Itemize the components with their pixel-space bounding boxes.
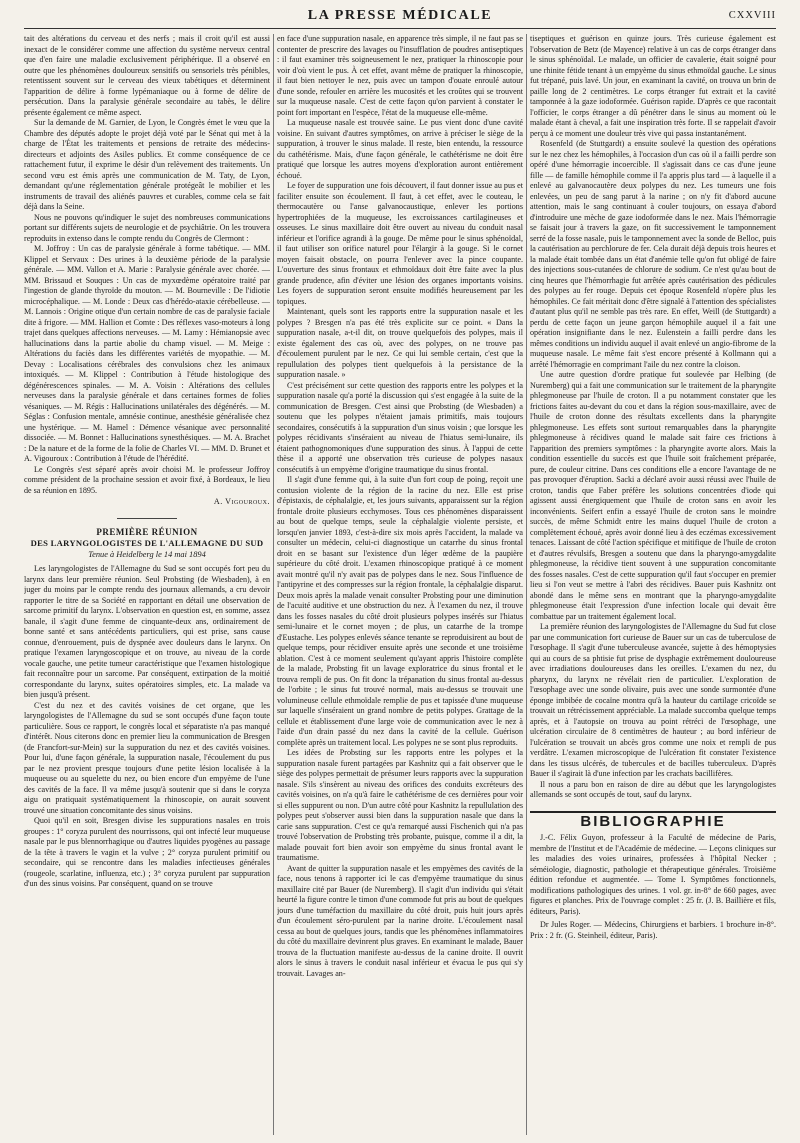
paragraph: Il nous a paru bon en raison de dire au début que les laryngologistes allemands se sont occupés de tout, sauf du larynx. <box>530 779 776 799</box>
paragraph: La première réunion des laryngologistes de l'Allemagne du Sud fut close par une communication fort curieuse de Bauer sur un cas de tuberculose de l'œsophage. Il s'agit d'une tuberculeuse avancée, sujette à des hémoptysies qui au cours de sa phtisie fut prise de dysphagie extrêmement douloureuse avec irradiations douloureuses dans les oreilles. L'examen du nez, du pharynx, du larynx ne révélait rien de particulier. L'exploration de l'œsophage avec une sonde olivaire, puis avec une sonde surmontée d'une éponge imbibée de cocaïne montra qu'à la hauteur du cartilage cricoïde se trouvait un rétrécissement appréciable. La malade succomba quelque temps après, et à l'autopsie on trouva au point rétréci de l'œsophage, une ulcération circulaire de 8 centimètres de hauteur ; au bord inférieur de l'ulcération se trouvait un abcès gros comme une noix et rempli de pus verdâtre. L'examen microscopique de l'ulcération fit constater l'existence dans les tissus ulcérés, de tubercules et de bacilles tuberculeux. D'après Bauer il s'agirait là d'une infection par les crachats bacillifères. <box>530 622 776 778</box>
paragraph: C'est précisément sur cette question des rapports entre les polypes et la suppuration nasale qu'a porté la discussion qui s'est engagée à la suite de la communication de Bresgen. C'est ainsi que Probsting (de Wiesbaden) a soutenu que les polypes n'étaient jamais primitifs, mais toujours secondaires, consécutifs à la suppuration d'un sinus voisin ; que lorsque les polypes récidivants s'inséraient au niveau de l'hiatus semi-lunaire, ils étaient pathognomoniques d'une suppuration des sinus. À l'appui de cette thèse il a apporté une observation très curieuse de polypes nasaux consécutifs à un empyème d'origine traumatique du sinus frontal. <box>277 380 523 474</box>
paragraph: tiseptiques et guérison en quinze jours. Très curieuse également est l'observation de Betz (de Mayence) relative à un cas de corps étranger dans le sinus sphénoïdal. Le malade, un officier de cavalerie, était soigné pour une rhinite fétide tenant à un empyème du sinus ethmoïdal gauche. Le sinus fut trépané, puis lavé. Un jour, en examinant la cavité, on trouva un brin de paille long de 2 centimètres. Le corps étranger fut extrait et la cavité tamponnée à la gaze iodoformée. Guérison rapide. D'après ce que racontait l'officier, le corps étranger a dû pénétrer dans le sinus au moment où le malade étant à cheval, a fait une inspiration très forte. Il se rappelait d'avoir perçu à ce moment une douleur très vive qui passa instantanément. <box>530 34 776 138</box>
column-middle <box>277 34 523 1135</box>
page-number: CXXVIII <box>728 10 776 21</box>
section-subtitle: DES LARYNGOLOGISTES DE L'ALLEMAGNE DU SUD <box>30 538 264 548</box>
paragraph: Rosenfeld (de Stuttgardt) a ensuite soulevé la question des opérations sur le nez chez les hémophiles, à l'occasion d'un cas où il a failli perdre son opéré d'une hémorragie incoercible. Il s'agissait dans ce cas d'une jeune fille — de famille hémophile comme il l'a appris plus tard — à laquelle il a enlevé au galvanocautère deux polypes du nez. Les tumeurs une fois enlevées, un peu de sang parut à la narine ; on n'y fit d'abord aucune attention, mais le sang continuant à couler toujours, on essaya d'abord d'introduire une mèche de gaze iodoformée dans le nez. Mais l'hémorragie se faisait jour à travers la gaze, on fit successivement le tamponnement serré de la fosse nasale, puis le tamponnement avec la sonde de Belloc, puis la cautérisation au perchlorure de fer. Cela durait déjà depuis trois heures et la malade était tombée dans un état d'anémie telle qu'on fut obligé de faire des injections sous-cutanées de chlorure de sodium. Ce n'est qu'au bout de cinq heures que l'hémorrhagie fut arrêtée après cautérisation des pédicules des polypes au fer rouge. Depuis cet époque Rosenfeld n'opère plus les hémophiles. Ce fait méritait donc d'être signalé à l'attention des spécialistes d'autant plus qu'il ne semble pas très rare. En effet, Weill (de Stuttgardt) a perdu de cette façon un jeune garçon hémophile auquel il a fait une opération insignifiante dans le nez. Eulenstein a failli perdre dans les mêmes conditions un individu auquel il avait enlevé un angio-fibrome de la muqueuse nasale. Le même fait s'est encore présenté à Kollmann qui a arrêté l'hémorragie en comprimant l'aile du nez contre la cloison. <box>530 139 776 369</box>
column-divider <box>526 34 527 1135</box>
paragraph: Les idées de Probsting sur les rapports entre les polypes et la suppuration nasale furent partagées par Kashnitz qui a fait observer que le siège des polypes permettait de présumer leurs rapports avec la suppuration nasale. S'ils s'insèrent au niveau des orifices des conduits excréteurs des cavités voisines, on n'a qu'à faire le cathétérisme de ces dernières pour voir si elles suppurent ou non. D'un autre côté pour Kashnitz la repullulation des polypes peut s'observer aussi bien dans la suppuration nasale que dans la carie sans suppuration. C'est ce qu'a remarqué aussi Fischenich qui n'a pas trouvé l'observation de Probsting très probante, puisque, comme il a dit, la malade pouvait fort bien avoir son empyème du sinus frontal avant le traumatisme. <box>277 748 523 862</box>
paragraph: La muqueuse nasale est trouvée saine. Le pus vient donc d'une cavité voisine. En suivant d'autres symptômes, on arrive à préciser le siège de la suppuration, à trouver le sinus malade. Il reste, bien entendu, la ressource du cathétérisme. Mais, d'une façon générale, le cathétérisme ne doit être pratiqué que lorsque les autres moyens d'exploration auront entièrement échoué. <box>277 118 523 180</box>
paragraph: Quoi qu'il en soit, Bresgen divise les suppurations nasales en trois groupes : 1° coryza purulent des nourrissons, qui ont infecté leur muqueuse nasale par le pus blennorrhagique ou d'autres liquides pyogènes au passage de la tête à travers le vagin et la vulve ; 2° coryza purulent primitif ou secondaire, qui se rencontre dans les maladies infectieuses générales (rougeole, scarlatine, influenza, etc.) ; 3° coryza purulent par suppuration d'un des sinus voisins. Par conséquent, quand on se trouve <box>24 816 270 888</box>
journal-title: LA PRESSE MÉDICALE <box>307 8 493 23</box>
paragraph: tait des altérations du cerveau et des nerfs ; mais il croit qu'il est aussi inexact de le considérer comme une affection du système nerveux central que d'en faire une maladie exclusivement périphérique. Il a observé en outre que les phénomènes douloureux sensitifs ou sensoriels très pénibles, retentissent souvent sur le cerveau des vieux tabétiques et déterminent l'apparition de délire à forme lypémaniaque ou à forme de délire de persécution. Dans la paralysie générale secondaire au tabès, le délire présente également ce même aspect. <box>24 34 270 117</box>
paragraph: Le Congrès s'est séparé après avoir choisi M. le professeur Joffroy comme président de la prochaine session et avoir fixé, à Bordeaux, le lieu de sa réunion en 1895. <box>24 464 270 495</box>
paragraph: Il s'agit d'une femme qui, à la suite d'un fort coup de poing, reçoit une contusion violente de la région de la racine du nez. Elle est prise d'épistaxis, de céphalalgie, et, les jours suivants, apparaissent sur la région frontale droite plusieurs ecchymoses. Tous ces phénomènes disparaissent au bout de quelque temps, seule la céphalalgie violente persiste, et lorsqu'en janvier 1893, c'est-à-dire six mois après l'accident, la malade va consulter un médecin, celui-ci diagnostique un catarrhe du sinus frontal droit en se basant sur l'existence d'un léger œdème de la paupière supérieure du côté droit. L'examen rhinoscopique pratiqué à ce moment avait montré qu'il n'y avait pas de polypes dans le nez. Sous l'influence de l'antipyrine et des compresses sur la région frontale, la céphalalgie disparut. Deux mois après la malade venait consulter Probsting pour une diminution de l'acuité auditive et une obstruction du nez. À l'examen du nez, il trouve dans les fosses nasales du côté droit plusieurs polypes insérés sur l'hiatus semi-lunaire et le cornet moyen ; de plus, un catarrhe de la trompe d'Eustache. Les polypes enlevés séance tenante se reproduisirent au bout de quelque temps, pour récidiver ensuite après une seconde et une troisième ablation. C'est à ce moment seulement qu'ayant appris l'histoire complète de la malade, Probsting fit un lavage exploratrice du sinus frontal et le trouva rempli de pus. On fit donc la trépanation du sinus frontal au-dessus de l'orbite ; le sinus fut trouvé normal, mais au-dessus se trouvait une volumineuse cellule ethmoïdale remplie de pus et tapissée d'une muqueuse sur laquelle s'inséraient un grand nombre de petits polypes. Grattage de la cellule et établissement d'une large voie de communication avec le nez à l'aide d'un drain passé du nez dans la cavité de la cellule. Guérison complète après un traitement local. Les polypes ne se sont plus reproduits. <box>277 475 523 747</box>
section-rule <box>117 518 177 519</box>
section-date: Tenue à Heidelberg le 14 mai 1894 <box>88 549 206 559</box>
bibliography-entry: J.-C. Félix Guyon, professeur à la Faculté de médecine de Paris, membre de l'Institut et de l'Académie de médecine. — Leçons cliniques sur les maladies des voies urinaires, professées à l'hôpital Necker ; séméiologie, diagnostic, pathologie et thérapeutique générales. Troisième édition refondue et augmentée. — Tome I. Symptômes fonctionnels, modifications pathologiques des urines. 1 vol. gr. in-8° de 660 pages, avec figures et planches. Prix de l'ouvrage complet : 25 fr. (J. B. Baillière et fils, éditeurs, Paris). <box>530 833 776 916</box>
paragraph: Avant de quitter la suppuration nasale et les empyèmes des cavités de la face, nous tenons à rapporter ici le cas d'empyème traumatique du sinus maxillaire cité par Bauer (de Nuremberg). Il s'agit d'un individu qui s'était heurté la figure contre le timon d'une commode fut pris au bout de quelques jours d'une tuméfaction du maxillaire du côté droit, puis huit jours après d'un écoulement séro-purulent par la narine droite. L'écoulement nasal cessa au bout de quelques jours, tandis que les phénomènes inflammatoires du côté du maxillaire devinrent plus graves. En examinant le malade, Bauer trouva de la fluctuation manifeste au-dessus de la canine droite. Il ouvrit alors le sinus à travers le conduit nasal inférieur et évacua le pus qui s'y trouvait. Lavages an- <box>277 863 523 978</box>
paragraph: en face d'une suppuration nasale, en apparence très simple, il ne faut pas se contenter de prescrire des lavages ou l'insufflation de poudres antiseptiques : il faut examiner très soigneusement le nez, pratiquer la rhinoscopie pour voir d'où vient le pus. À cet effet, avant même de pratiquer la rhinoscopie, il faut bien nettoyer le nez, puis avec un tampon d'ouate enroulé autour d'une sonde, refouler en arrière les mucosités et les croûtes qui se trouvent sur la muqueuse nasale. C'est de cette façon qu'on parvient à constater le point fort important en l'espèce, l'état de la muqueuse elle-même. <box>277 34 523 117</box>
column-left <box>24 34 270 1135</box>
paragraph: Maintenant, quels sont les rapports entre la suppuration nasale et les polypes ? Bresgen n'a pas été très explicite sur ce point. « Dans la suppuration nasale, a-t-il dit, on trouve quelquefois des polypes, mais il existe également des cas où, avec des polypes, on ne trouve pas d'écoulement purulent par le nez. Ce qui lui semble certain, c'est que la repullulation des polypes tient quelquefois à la persistance de la suppuration nasale. » <box>277 307 523 379</box>
page-header <box>24 6 776 28</box>
column-right <box>530 34 776 1135</box>
paragraph: Nous ne pouvons qu'indiquer le sujet des nombreuses communications portant sur différents sujets de neurologie et de psychiâtrie. On les trouvera reproduits in extenso dans le compte rendu du Congrès de Clermont : <box>24 212 270 243</box>
bibliography-entry: Dr Jules Roger. — Médecins, Chirurgiens et barbiers. 1 brochure in-8°. Prix : 2 fr. (G. Steinheil, éditeur, Paris). <box>530 920 776 940</box>
paragraph: Une autre question d'ordre pratique fut soulevée par Helbing (de Nuremberg) qui a fait une communication sur le traitement de la pharyngite phlegmoneuse par l'huile de croton. Il a pu notamment constater que les frictions faites au-devant du cou et dans la région sous-maxillaire, avec de l'huile de croton donne des résultats excellents dans la pharyngite phlegmoneuse. Les effets sont surtout remarquables dans la pharyngite phlegmoneuse à récidives quand le malade sait faire ces frictions à l'apparition des premiers symptômes : la pharyngite avorte alors. Mais la condition essentielle du succès est que l'huile soit fraîchement préparée, pure, de couleur citrine. Dans ces conditions elle a encore l'avantage de ne pas provoquer d'éruption. Sacki a déclaré avoir aussi réussi avec l'huile de croton, tandis que Faber préfère les solutions concentrées d'iode qui agissent aussi énergiquement que l'huile de croton sans en avoir les inconvénients. Seifert enfin a essayé l'huile de croton sans le moindre succès, de même Schmidt entre les mains duquel l'huile de croton a complètement échoué, après avoir donné lieu à des eczémas excessivement tenaces. Laissant de côté l'action spécifique et mitifique de l'huile de croton et d'autres révulsifs, Bresgen a soutenu que dans la pharyngo-amygdalite phlegmoneuse, la récidive tient souvent à une suppuration concomitante des fosses nasales. C'est de cette suppuration qu'il faut s'occuper en premier lieu si l'on veut se mettre à l'abri des récidives. Bauer puis Kashnitz ont abondé dans le même sens en montrant que la pharyngo-amygdalite phlegmoneuse était l'expression d'une infection locale qui devait être combattue par un traitement également local. <box>530 370 776 621</box>
paragraph: Sur la demande de M. Garnier, de Lyon, le Congrès émet le vœu que la Chambre des députés adopte le projet déjà voté par le Sénat qui met à la charge de l'État les traitements et pensions de retraite des médecins-directeurs et adjoints des Asiles publics. Et comme conséquence de ce rattachement futur, il exprime le désir d'un relèvement des traitements. Un second vœu est émis après une communication de M. Taty, de Lyon, demandant qu'une réglementation générale protégeât le mobilier et les instruments de travail des aliénés pauvres et curables, comme cela se fait déjà dans la Seine. <box>24 118 270 211</box>
column-divider <box>273 34 274 1135</box>
paragraph: Les laryngologistes de l'Allemagne du Sud se sont occupés fort peu du larynx dans leur première réunion. Seul Probsting (de Wiesbaden), à en juger du moins par le compte rendu des journaux allemands, a cru devoir rapporter le titre de sa Société en rapportant en détail une observation de sarcome primitif du larynx. L'observation en question est, en somme, assez banale, il s'agit d'une femme de cinquante-deux ans, ordinairement de bonne santé et sans antécédents particuliers, qui est prise, sans cause connue, d'enrouement, puis de dyspnée avec douleurs dans le larynx. On pratique l'examen laryngoscopique et on trouve, au niveau de la corde vocale gauche, une petite tumeur caractéristique que l'examen histologique fait reconnaître pour un sarcome. Par conséquent, extirpation de la moitié correspondante du larynx, suites opératoires simples, etc. La malade va bien jusqu'à présent. <box>24 564 270 699</box>
bibliography-title: BIBLIOGRAPHIE <box>580 812 726 830</box>
paragraph: Le foyer de suppuration une fois découvert, il faut donner issue au pus et faciliter ensuite son écoulement. Il faut, à cet effet, avec le couteau, le thermocautère ou l'anse galvanocaustique, enlever les portions hypertrophiées de la muqueuse, les excroissances cartilagineuses et osseuses. Le sinus maxillaire doit être ouvert au niveau du conduit nasal inférieur et l'orifice agrandi à la gouge. De même pour le sinus sphénoïdal, il faut utiliser son orifice naturel pour l'élargir à la gouge. Si le cornet moyen faisait obstacle, on pourra l'enlever avec la pince coupante. L'ouverture des sinus frontaux et ethmoïdaux doit être faite avec la plus grande prudence, afin d'éviter une lésion des organes importants voisins. Les foyers de suppuration seront ensuite modifiés heureusement par les topiques. <box>277 181 523 306</box>
article-signature: A. Vigouroux. <box>213 497 270 506</box>
section-title: PREMIÈRE RÉUNION <box>96 526 198 537</box>
paragraph: M. Joffroy : Un cas de paralysie générale à forme tabétique. — MM. Klippel et Servaux : Des urines à la deuxième période de la paralysie générale. — MM. Vallon et A. Marie : Paralysie générale avec chorée. — MM. Brissaud et Souques : Un cas de myxœdème opératoire traité par l'ingestion de glande thyroïde du mouton. — M. Bourneville : De l'idiotie microcéphalique. — M. Londe : Deux cas d'hérédo-ataxie cérébelleuse. — M. Lannois : Origine otique d'un certain nombre de cas de paralysie faciale dite à frigore. — MM. Hallion et Comte : Des réflexes vaso-moteurs à long trajet dans quelques affections nerveuses. — M. Lamy : Hémianopsie avec hallucinations dans la partie abolie du champ visuel. — M. Meige : Altérations du faciès dans les différentes variétés de myopathie. — M. Devay : Localisations cérébrales des convulsions chez les animaux intoxiqués. — M. Klippel : Contribution à l'étude histologique des dégénérescences spinales. — M. A. Voisin : Altérations des cellules nerveuses dans la paralysie générale et dans certaines formes de folies vésaniques. — M. Régis : Hallucinations unilatérales des dégénérés. — M. Séglas : Confusion mentale, amnésie continue, anesthésie généralisée chez une hystérique. — M. Hamel : Démence vésanique avec personnalité dissociée. — M. Bonnet : Hallucinations synesthésiques. — M. A. Brachet : De la nature et de la forme de la folie de Charles VI. — MM. D. Brunet et A. Vigouroux : Contribution à l'étude de l'hérédité. <box>24 244 270 463</box>
paragraph: C'est du nez et des cavités voisines de cet organe, que les laryngologistes de l'Allemagne du sud se sont occupés d'une façon toute particulière. Sous ce rapport, le congrès local et séparatiste n'a pas manqué d'intérêt. Nous citerons donc en premier lieu la communication de Bresgen (de Francfort-sur-Mein) sur la suppuration du nez et des cavités voisines. Pour lui, d'une façon générale, la suppuration nasale, l'écoulement du pus par le nez provient presque toujours d'une petite lésion localisée à la muqueuse ou au squelette du nez, ou bien encore d'un empyème de l'une des cavités de la face. Il va même jusqu'à soutenir que si dans le coryza aigu on pratiquait systématiquement la rhinoscopie, on aurait souvent trouvé une situation concomitante des sinus voisins. <box>24 700 270 815</box>
header-rule <box>24 28 776 29</box>
